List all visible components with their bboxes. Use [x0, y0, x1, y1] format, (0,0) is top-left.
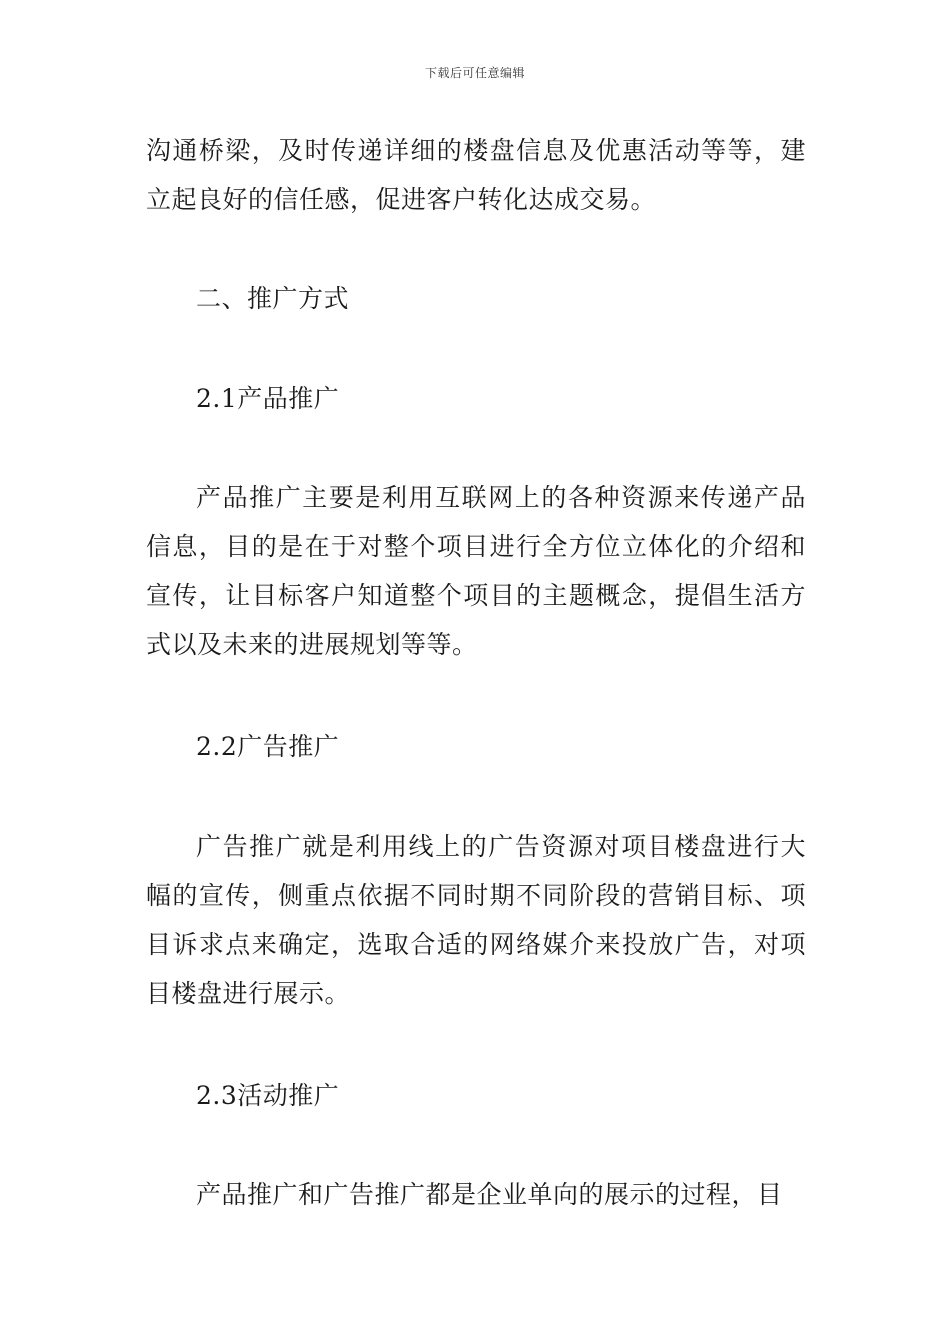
paragraph-intro-continued: 沟通桥梁，及时传递详细的楼盘信息及优惠活动等等，建立起良好的信任感，促进客户转化达成交易。	[146, 136, 806, 214]
header-note: 下载后可任意编辑	[424, 66, 525, 80]
section-heading-promotion-methods: 二、推广方式	[196, 284, 350, 313]
paragraph-product-promotion: 产品推广主要是利用互联网上的各种资源来传递产品信息，目的是在于对整个项目进行全方位立体化的介绍和宣传，让目标客户知道整个项目的主题概念，提倡生活方式以及未来的进展规划等等。	[146, 483, 806, 659]
subheading-ad-promotion: 2.2广告推广	[196, 732, 340, 761]
subheading-event-promotion: 2.3活动推广	[196, 1081, 340, 1110]
subheading-product-promotion: 2.1产品推广	[196, 384, 340, 413]
paragraph-event-promotion: 产品推广和广告推广都是企业单向的展示的过程，目	[196, 1180, 783, 1209]
paragraph-ad-promotion: 广告推广就是利用线上的广告资源对项目楼盘进行大幅的宣传，侧重点依据不同时期不同阶段的营销目标、项目诉求点来确定，选取合适的网络媒介来投放广告，对项目楼盘进行展示。	[146, 832, 806, 1008]
